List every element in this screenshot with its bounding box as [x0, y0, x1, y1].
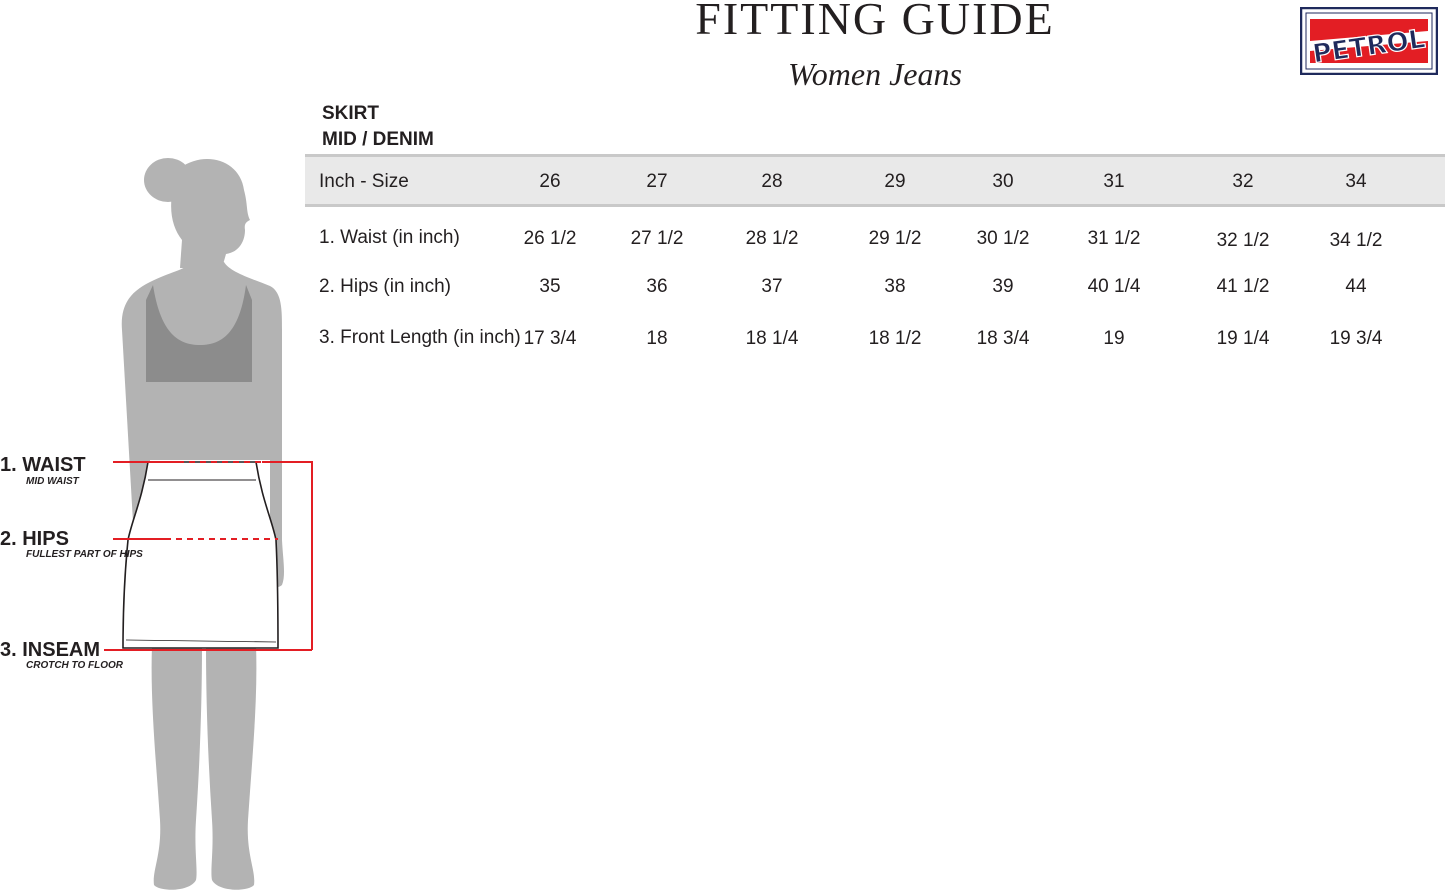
table-cell: 30 1/2 — [976, 228, 1030, 249]
table-cell: 44 — [1345, 276, 1367, 297]
measure-label-inseam: 3. INSEAM — [0, 639, 101, 661]
table-cell: 18 1/2 — [868, 328, 922, 349]
table-cell: 32 1/2 — [1216, 230, 1270, 251]
table-cell: 37 — [761, 276, 783, 297]
head — [171, 159, 250, 268]
table-cell: 27 1/2 — [630, 228, 684, 249]
table-cell: 28 1/2 — [745, 228, 799, 249]
category-fit: MID / DENIM — [322, 129, 434, 150]
size-table-header-band — [305, 154, 1445, 207]
size-header: 28 — [761, 171, 783, 192]
table-cell: 26 1/2 — [523, 228, 577, 249]
table-cell: 19 3/4 — [1329, 328, 1383, 349]
table-cell: 18 1/4 — [745, 328, 799, 349]
table-cell: 34 1/2 — [1329, 230, 1383, 251]
size-header: 31 — [1103, 171, 1125, 192]
row-label-waist: 1. Waist (in inch) — [319, 227, 460, 248]
table-cell: 31 1/2 — [1087, 228, 1141, 249]
right-leg — [206, 645, 256, 890]
page-title: FITTING GUIDE — [695, 0, 1055, 44]
left-leg — [152, 645, 202, 890]
row-label-hips: 2. Hips (in inch) — [319, 276, 451, 297]
table-header-label: Inch - Size — [319, 171, 409, 192]
table-cell: 40 1/4 — [1087, 276, 1141, 297]
size-header: 32 — [1232, 171, 1254, 192]
table-cell: 18 — [646, 328, 668, 349]
measure-label-hips: 2. HIPS — [0, 528, 69, 550]
page-subtitle: Women Jeans — [788, 56, 962, 92]
size-header: 30 — [992, 171, 1014, 192]
brand-logo-text: PETROL — [1310, 24, 1428, 70]
size-header: 29 — [884, 171, 906, 192]
table-cell: 39 — [992, 276, 1014, 297]
skirt — [123, 462, 278, 648]
table-cell: 36 — [646, 276, 668, 297]
measure-note-inseam: CROTCH TO FLOOR — [26, 660, 124, 671]
table-cell: 19 1/4 — [1216, 328, 1270, 349]
table-cell: 29 1/2 — [868, 228, 922, 249]
brand-logo — [1300, 7, 1438, 75]
measure-note-waist: MID WAIST — [26, 476, 79, 487]
table-cell: 35 — [539, 276, 561, 297]
table-cell: 17 3/4 — [523, 328, 577, 349]
measure-label-waist: 1. WAIST — [0, 454, 86, 476]
figure-illustration — [0, 0, 330, 895]
measure-note-hips: FULLEST PART OF HIPS — [26, 549, 143, 560]
size-header: 27 — [646, 171, 668, 192]
table-cell: 19 — [1103, 328, 1125, 349]
row-label-front-length: 3. Front Length (in inch) — [319, 327, 521, 348]
table-cell: 18 3/4 — [976, 328, 1030, 349]
category-type: SKIRT — [322, 103, 379, 124]
table-cell: 38 — [884, 276, 906, 297]
size-header: 34 — [1345, 171, 1367, 192]
table-cell: 41 1/2 — [1216, 276, 1270, 297]
size-header: 26 — [539, 171, 561, 192]
